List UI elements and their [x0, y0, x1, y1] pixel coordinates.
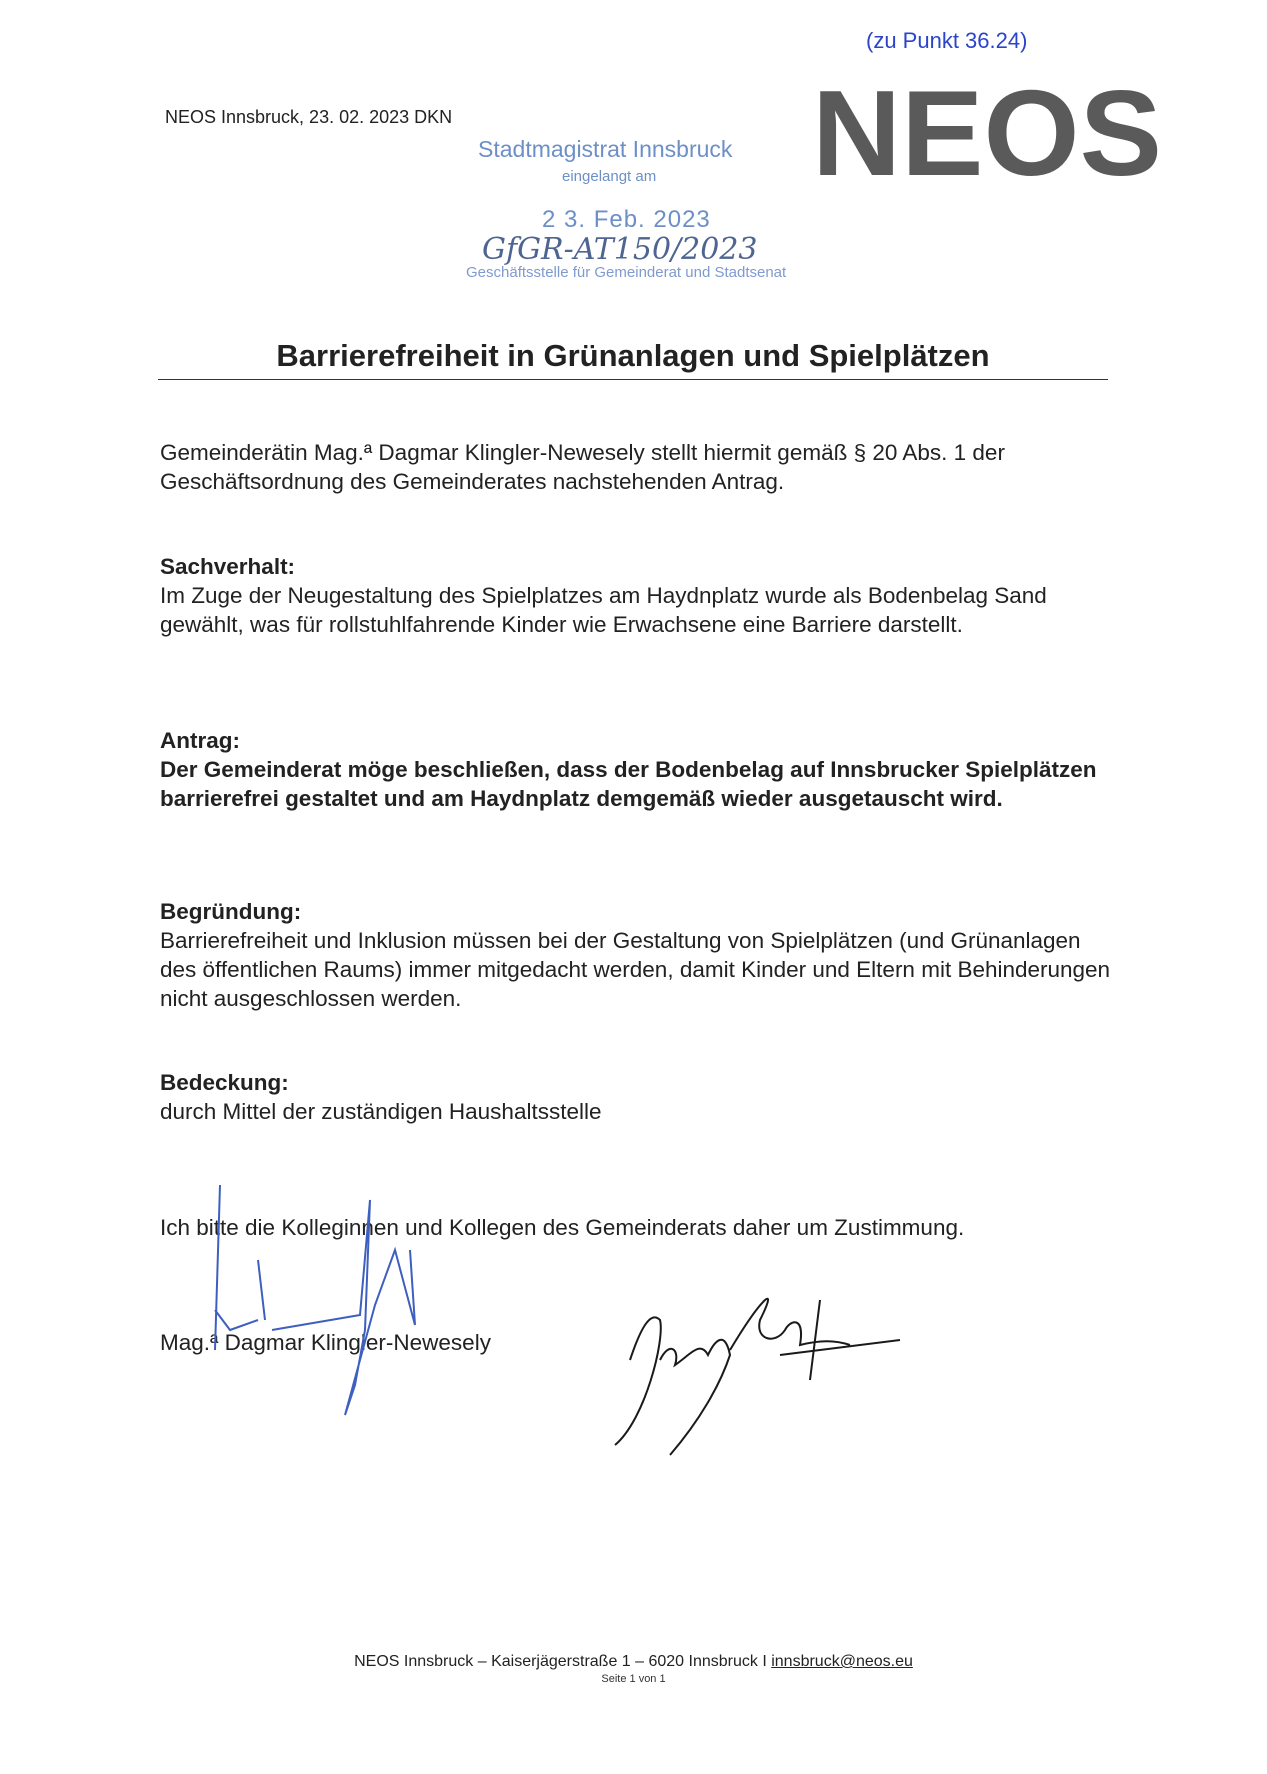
origin-date-line: NEOS Innsbruck, 23. 02. 2023 DKN — [165, 107, 453, 127]
antrag-text: Der Gemeinderat möge beschließen, dass der Bodenbelag auf Innsbrucker Spielplätzen barrierefrei gestaltet und am Haydnplatz demgemäß wieder ausgetauscht wird. — [160, 757, 1097, 811]
stamp-handwritten-reference: GfGR-AT150/2023 — [482, 232, 758, 267]
antrag-heading: Antrag: — [160, 728, 240, 753]
document-title: Barrierefreiheit in Grünanlagen und Spielplätzen — [276, 338, 990, 373]
bedeckung-text: durch Mittel der zuständigen Haushaltsstelle — [160, 1099, 602, 1124]
received-stamp — [462, 136, 787, 286]
stamp-office-name: Stadtmagistrat Innsbruck — [478, 136, 733, 162]
signatory-name: Mag.ª Dagmar Klingler-Newesely — [160, 1330, 491, 1355]
blue-signature — [215, 1185, 415, 1415]
logo-text: NEOS — [812, 80, 1162, 190]
stamp-date: 2 3. Feb. 2023 — [542, 206, 711, 233]
bedeckung-heading: Bedeckung: — [160, 1070, 289, 1095]
agenda-point-reference: (zu Punkt 36.24) — [866, 28, 1028, 53]
closing-request: Ich bitte die Kolleginnen und Kollegen des Gemeinderats daher um Zustimmung. — [160, 1215, 965, 1240]
title-underline — [158, 379, 1108, 380]
footer-email-link[interactable]: innsbruck@neos.eu — [771, 1653, 913, 1670]
sachverhalt-text: Im Zuge der Neugestaltung des Spielplatzes am Haydnplatz wurde als Bodenbelag Sand gewählt, was für rollstuhlfahrende Kinder wie Erwachsene eine Barriere darstellt. — [160, 583, 1047, 637]
page-number: Seite 1 von 1 — [601, 1673, 666, 1685]
stamp-received-label: eingelangt am — [562, 168, 657, 185]
neos-logo — [812, 80, 1162, 190]
intro-paragraph: Gemeinderätin Mag.ª Dagmar Klingler-Newesely stellt hiermit gemäß § 20 Abs. 1 der Geschäftsordnung des Gemeinderates nachstehenden Antrag. — [160, 440, 1005, 494]
begruendung-heading: Begründung: — [160, 899, 302, 924]
begruendung-text: Barrierefreiheit und Inklusion müssen bei der Gestaltung von Spielplätzen (und Grünanlagen des öffentlichen Raums) immer mitgedacht werden, damit Kinder und Eltern mit Behinderungen nicht ausgeschlossen werden. — [160, 928, 1111, 1011]
footer-address — [0, 1653, 1267, 1671]
footer-address-text: NEOS Innsbruck – Kaiserjägerstraße 1 – 6020 Innsbruck I — [354, 1653, 772, 1670]
stamp-department: Geschäftsstelle für Gemeinderat und Stadtsenat — [466, 264, 787, 281]
black-signature — [615, 1299, 900, 1455]
sachverhalt-heading: Sachverhalt: — [160, 554, 296, 579]
signatures — [160, 1180, 940, 1480]
